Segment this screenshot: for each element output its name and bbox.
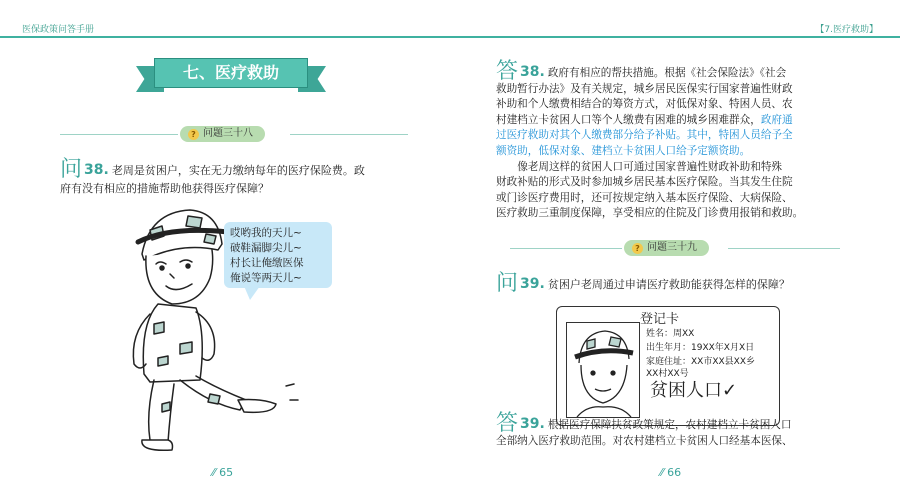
badge-rule-left-39 <box>510 248 622 249</box>
card-birth: 出生年月：19XX年X月X日 <box>646 343 755 353</box>
question-badge-38: ? 问题三十八 <box>180 126 265 142</box>
book-title: 医保政策问答手册 <box>22 25 95 35</box>
badge-rule-right-39 <box>728 248 840 249</box>
header-divider <box>0 36 900 38</box>
section-title-ribbon <box>136 58 326 94</box>
badge-rule-left <box>60 134 178 135</box>
page-number-left: ⁄⁄ 65 <box>212 466 233 479</box>
answer-38: 答 38. 政府有相应的帮扶措施。根据《社会保险法》《社会 救助暂行办法》及有关规定，城乡居民医保实行国家普遍性财政 补助和个人缴费相结合的筹资方式，对低保对象、特困人员、农 村建档立卡贫困人口等个人缴费有困难的城乡困难群众，政府通 过医疗救助对其个人缴费部分给予补贴。其中，特困人员给予全 额资助，低保对象、建档立卡贫困人口给予定额资助。 像老周这样的贫困人口可通过国家普遍性财政补助和特殊 财政补贴的形式及时参加城乡居民基本医疗保险。当其发生住院 或门诊医疗费用时，还可按规定纳入基本医疗保险、大病保险、 医疗救助三重制度保障，享受相应的住院及门诊费用报销和救助。 <box>496 59 804 220</box>
question-icon: ? <box>188 129 199 140</box>
question-39: 问 39. 贫困户老周通过申请医疗救助能获得怎样的保障？ <box>496 271 790 296</box>
speech-bubble: 哎哟我的天儿~ 破鞋漏脚尖儿~ 村长让俺缴医保 俺说等两天儿~ <box>224 222 332 288</box>
page-number-right: ⁄⁄ 66 <box>660 466 681 479</box>
card-address-2: XX村XX号 <box>646 369 689 379</box>
card-name: 姓名：周XX <box>646 329 695 339</box>
chapter-label: 【7.医疗救助】 <box>815 25 878 35</box>
speech-bubble-tail <box>244 286 260 300</box>
badge-rule-right <box>290 134 408 135</box>
question-badge-39: ? 问题三十九 <box>624 240 709 256</box>
portrait-icon <box>567 323 639 417</box>
answer-39: 答 39. 根据医疗保障扶贫政策规定，农村建档立卡贫困人口 全部纳入医疗救助范围。对农村建档立卡贫困人口经基本医保、 <box>496 411 793 447</box>
section-title: 七、医疗救助 <box>182 63 279 82</box>
card-address: 家庭住址：XX市XX县XX乡 <box>646 357 755 367</box>
portrait-photo <box>566 322 640 418</box>
question-38-cont: 府有没有相应的措施帮助他获得医疗保障？ <box>60 182 269 195</box>
card-title: 登记卡 <box>640 312 680 327</box>
card-status: 贫困人口✓ <box>650 380 738 401</box>
question-38: 问 38. 老周是贫困户，实在无力缴纳每年的医疗保险费。政 <box>60 157 365 182</box>
question-icon: ? <box>632 243 643 254</box>
